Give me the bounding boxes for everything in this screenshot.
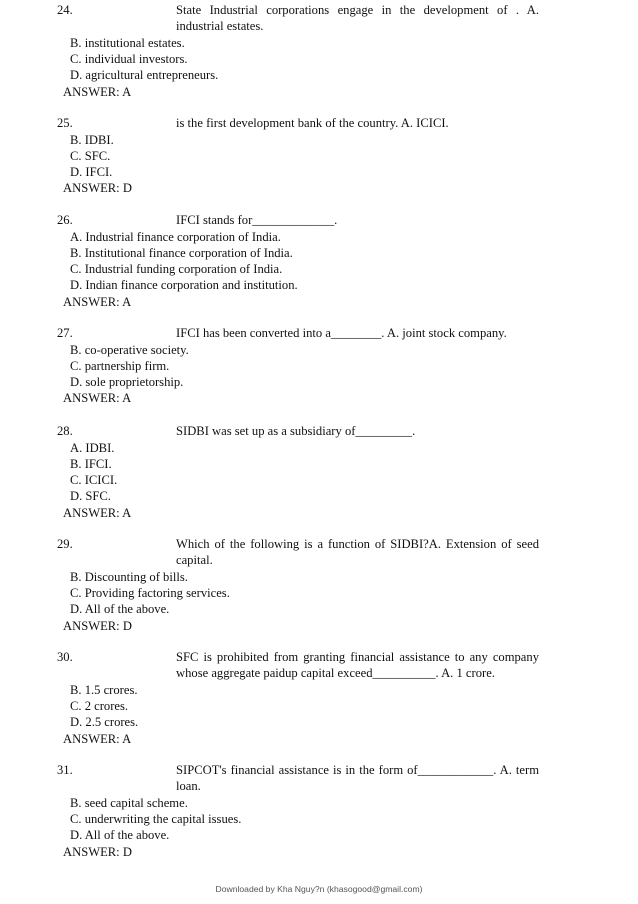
option: B. seed capital scheme.	[70, 796, 188, 810]
option: C. Providing factoring services.	[70, 586, 230, 600]
option: D. sole proprietorship.	[70, 375, 184, 389]
option: D. 2.5 crores.	[70, 715, 139, 729]
download-footer: Downloaded by Kha Nguy?n (khasogood@gmail.com)	[215, 884, 423, 894]
option: B. IDBI.	[70, 133, 114, 147]
question-text: Which of the following is a function of SIDBI?A. Extension of seed capital.	[176, 537, 539, 568]
option: B. co-operative society.	[70, 343, 189, 357]
option: C. underwriting the capital issues.	[70, 812, 242, 826]
question-number: 30.	[57, 650, 73, 664]
option: D. agricultural entrepreneurs.	[70, 68, 219, 82]
question-text: State Industrial corporations engage in the development of . A. industrial estates.	[176, 3, 539, 34]
answer: ANSWER: A	[63, 295, 132, 309]
question-number: 29.	[57, 537, 73, 551]
question-number: 28.	[57, 424, 73, 438]
answer: ANSWER: D	[63, 181, 132, 195]
option: D. Indian finance corporation and institution.	[70, 278, 298, 292]
question-text: SFC is prohibited from granting financial assistance to any company whose aggregate paidup capital exceed__________. A. 1 crore.	[176, 650, 539, 681]
question-text: SIDBI was set up as a subsidiary of_________.	[176, 424, 416, 438]
option: B. IFCI.	[70, 457, 112, 471]
answer: ANSWER: A	[63, 391, 132, 405]
option: D. SFC.	[70, 489, 111, 503]
option: C. SFC.	[70, 149, 111, 163]
answer: ANSWER: D	[63, 845, 132, 859]
option: C. 2 crores.	[70, 699, 129, 713]
question-number: 26.	[57, 213, 73, 227]
question-text: is the first development bank of the country. A. ICICI.	[176, 116, 449, 130]
option: D. All of the above.	[70, 602, 170, 616]
option: C. individual investors.	[70, 52, 188, 66]
answer: ANSWER: A	[63, 85, 132, 99]
option: B. Discounting of bills.	[70, 570, 188, 584]
question-text: IFCI stands for_____________.	[176, 213, 338, 227]
option: C. Industrial funding corporation of India.	[70, 262, 283, 276]
question-text: SIPCOT's financial assistance is in the form of____________. A. term loan.	[176, 763, 539, 794]
question-number: 31.	[57, 763, 73, 777]
option: A. Industrial finance corporation of India.	[70, 230, 281, 244]
option: B. 1.5 crores.	[70, 683, 138, 697]
question-number: 25.	[57, 116, 73, 130]
question-number: 27.	[57, 326, 73, 340]
answer: ANSWER: D	[63, 619, 132, 633]
option: B. institutional estates.	[70, 36, 185, 50]
question-number: 24.	[57, 3, 73, 17]
answer: ANSWER: A	[63, 732, 132, 746]
option: B. Institutional finance corporation of India.	[70, 246, 293, 260]
question-text: IFCI has been converted into a________. A. joint stock company.	[176, 326, 507, 340]
option: C. ICICI.	[70, 473, 118, 487]
option: D. IFCI.	[70, 165, 113, 179]
option: A. IDBI.	[70, 441, 115, 455]
option: C. partnership firm.	[70, 359, 170, 373]
option: D. All of the above.	[70, 828, 170, 842]
answer: ANSWER: A	[63, 506, 132, 520]
